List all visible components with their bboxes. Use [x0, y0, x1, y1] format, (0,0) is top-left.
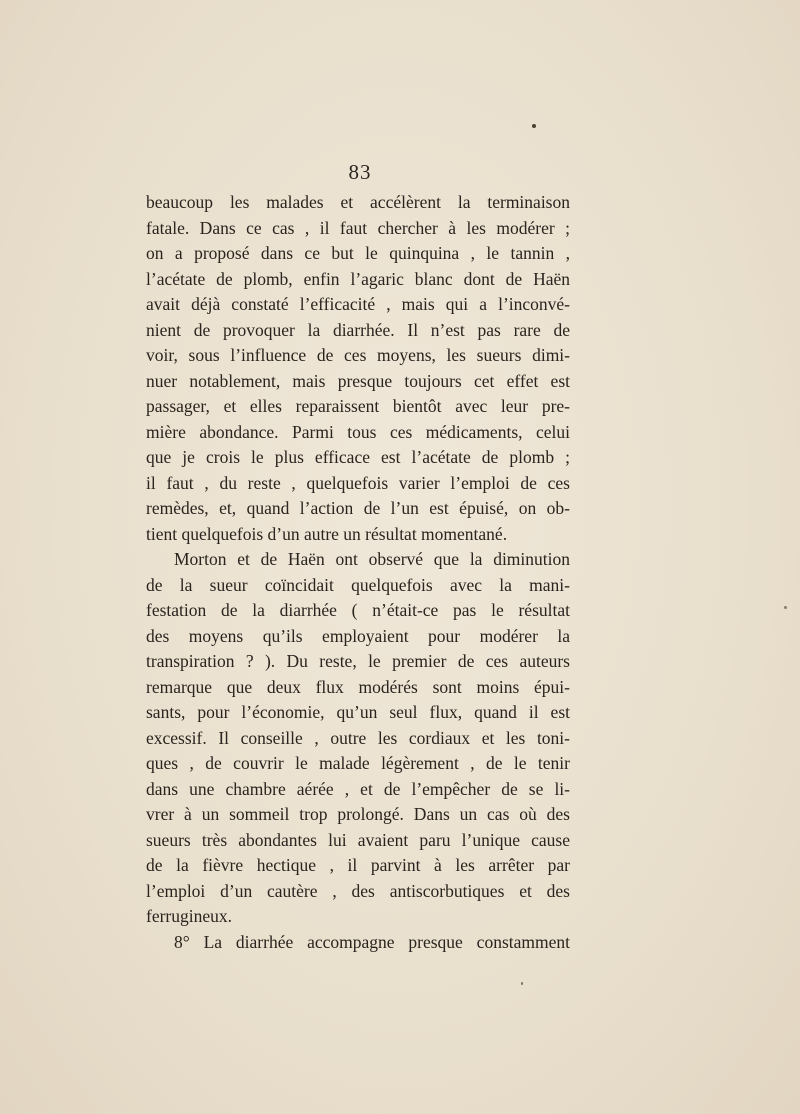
paper-speck: [521, 982, 523, 985]
text-line: nient de provoquer la diarrhée. Il n’est pas rare de: [146, 319, 570, 340]
text-line: transpiration ? ). Du reste, le premier de ces auteurs: [146, 651, 570, 671]
text-line: fatale. Dans ce cas , il faut chercher à les modérer ;: [146, 217, 570, 238]
text-line: avait déjà constaté l’efficacité , mais qui a l’inconvé-: [146, 294, 570, 314]
text-line: voir, sous l’influence de ces moyens, les sueurs dimi-: [146, 345, 570, 365]
text-line: l’acétate de plomb, enfin l’agaric blanc dont de Haën: [146, 268, 570, 289]
text-line: on a proposé dans ce but le quinquina , le tannin ,: [146, 243, 570, 263]
text-line: excessif. Il conseille , outre les cordiaux et les toni-: [146, 727, 570, 748]
text-line: nuer notablement, mais presque toujours cet effet est: [146, 370, 570, 391]
text-line: vrer à un sommeil trop prolongé. Dans un cas où des: [146, 804, 570, 824]
text-line: de la fièvre hectique , il parvint à les arrêter par: [146, 855, 570, 875]
text-line: ques , de couvrir le malade légèrement , de le tenir: [146, 753, 570, 773]
body-text: [146, 190, 570, 955]
text-line: des moyens qu’ils employaient pour modérer la: [146, 625, 570, 646]
text-line: sants, pour l’économie, qu’un seul flux, quand il est: [146, 702, 570, 722]
text-line: passager, et elles reparaissent bientôt avec leur pre-: [146, 396, 570, 416]
paper-speck: [532, 124, 536, 128]
text-line: mière abondance. Parmi tous ces médicaments, celui: [146, 421, 570, 442]
text-line: remèdes, et, quand l’action de l’un est épuisé, on ob-: [146, 498, 570, 518]
text-line: que je crois le plus efficace est l’acétate de plomb ;: [146, 447, 570, 467]
text-line: sueurs très abondantes lui avaient paru l’unique cause: [146, 829, 570, 850]
text-line: remarque que deux flux modérés sont moins épui-: [146, 676, 570, 697]
text-line: dans une chambre aérée , et de l’empêcher de se li-: [146, 778, 570, 799]
text-line: 8° La diarrhée accompagne presque constamment: [174, 931, 570, 952]
text-line: ferrugineux.: [146, 906, 233, 926]
text-line: il faut , du reste , quelquefois varier l’emploi de ces: [146, 472, 570, 493]
text-line: Morton et de Haën ont observé que la diminution: [174, 549, 570, 569]
text-line: de la sueur coïncidait quelquefois avec la mani-: [146, 574, 570, 595]
text-line: tient quelquefois d’un autre un résultat momentané.: [146, 523, 508, 544]
paper-speck: [784, 606, 787, 609]
text-line: festation de la diarrhée ( n’était-ce pas le résultat: [146, 600, 570, 620]
page-number: 83: [348, 160, 372, 184]
text-line: beaucoup les malades et accélèrent la terminaison: [146, 192, 570, 212]
text-line: l’emploi d’un cautère , des antiscorbutiques et des: [146, 880, 570, 901]
